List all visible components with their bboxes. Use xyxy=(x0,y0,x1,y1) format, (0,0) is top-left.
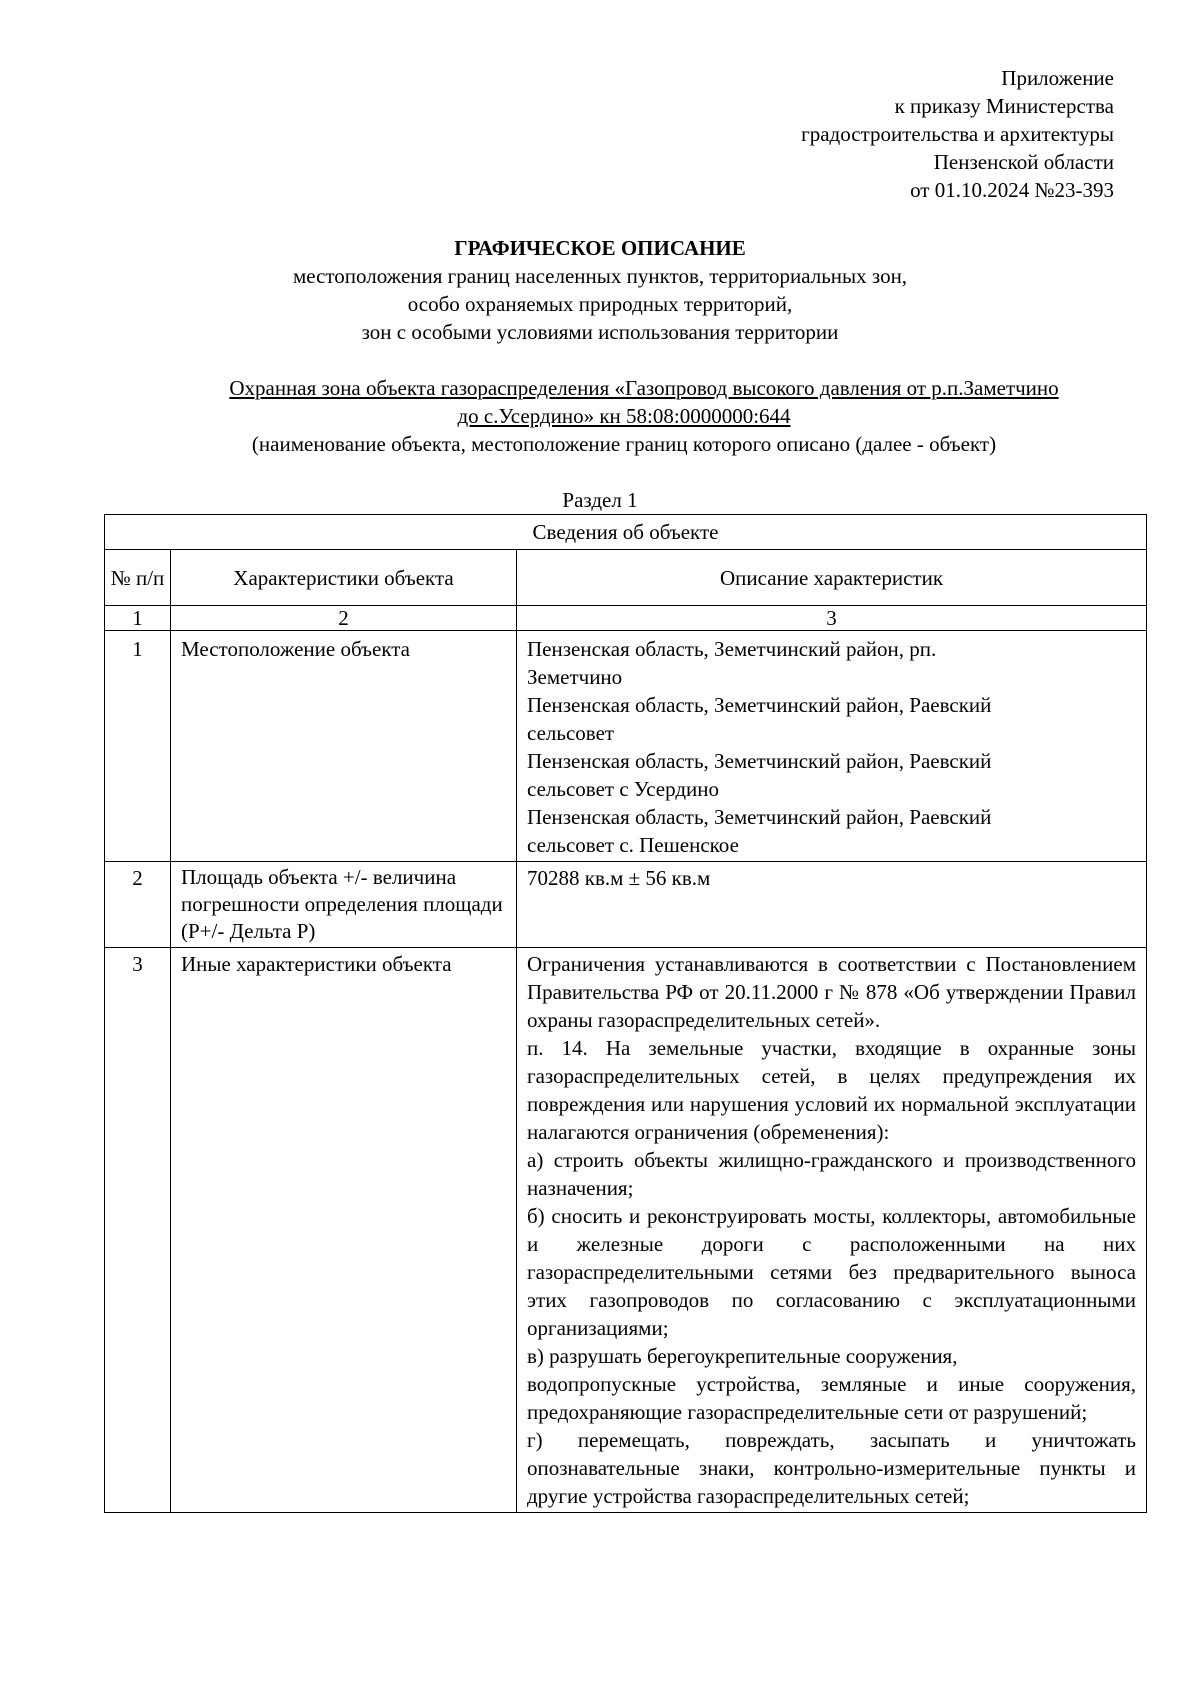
table-row xyxy=(105,948,1147,1513)
row-number: 1 xyxy=(105,631,171,862)
row-characteristic: Иные характеристики объекта xyxy=(171,948,517,1513)
location-line: Пензенская область, Земетчинский район, Раевский xyxy=(527,749,992,773)
row-description: 70288 кв.м ± 56 кв.м xyxy=(517,862,1147,948)
appendix-line: Приложение xyxy=(1001,66,1114,90)
location-line: сельсовет с Усердино xyxy=(527,777,720,801)
row-number: 2 xyxy=(105,862,171,948)
restriction-paragraph: б) сносить и реконструировать мосты, коллекторы, автомобильные и железные дороги с расположенными на них газораспределительными сетями без предварительного выноса этих газопроводов по согласованию с эксплуатационными организациями; xyxy=(527,1204,1136,1340)
restriction-paragraph: п. 14. На земельные участки, входящие в охранные зоны газораспределительных сетей, в целях предупреждения их повреждения или нарушения условий их нормальной эксплуатации налагаются ограничения (обременения): xyxy=(527,1036,1136,1144)
row-description xyxy=(517,631,1147,862)
document-subtitle-line: особо охраняемых природных территорий, xyxy=(407,292,793,316)
row-characteristic: Местоположение объекта xyxy=(171,631,517,862)
restriction-paragraph: г) перемещать, повреждать, засыпать и уничтожать опознавательные знаки, контрольно-измерительные пункты и другие устройства газораспределительных сетей; xyxy=(527,1428,1136,1508)
appendix-line: Пензенской области xyxy=(933,150,1114,174)
appendix-line: градостроительства и архитектуры xyxy=(801,122,1114,146)
section-label: Раздел 1 xyxy=(562,488,638,512)
object-info-table xyxy=(104,514,1147,1513)
location-line: Пензенская область, Земетчинский район, рп. xyxy=(527,637,937,661)
location-line: Пензенская область, Земетчинский район, Раевский xyxy=(527,805,992,829)
restriction-paragraph: в) разрушать берегоукрепительные сооружения, xyxy=(527,1344,958,1368)
location-line: Земетчино xyxy=(527,665,623,689)
document-subtitle-line: зон с особыми условиями использования территории xyxy=(361,320,839,344)
column-number: 1 xyxy=(105,606,171,631)
object-name-line: до с.Усердино» кн 58:08:0000000:644 xyxy=(457,404,791,428)
column-number: 3 xyxy=(517,606,1147,631)
object-name-block xyxy=(104,374,1144,458)
document-subtitle-line: местоположения границ населенных пунктов, территориальных зон, xyxy=(292,264,908,288)
restriction-paragraph: а) строить объекты жилищно-гражданского и производственного назначения; xyxy=(527,1148,1136,1200)
table-title: Сведения об объекте xyxy=(105,515,1147,550)
restriction-paragraph: водопропускные устройства, земляные и иные сооружения, предохраняющие газораспределительные сети от разрушений; xyxy=(527,1372,1136,1424)
row-description xyxy=(517,948,1147,1513)
column-number: 2 xyxy=(171,606,517,631)
location-line: сельсовет xyxy=(527,721,615,745)
location-line: Пензенская область, Земетчинский район, Раевский xyxy=(527,693,992,717)
object-caption: (наименование объекта, местоположение границ которого описано (далее - объект) xyxy=(251,432,997,456)
object-name-line: Охранная зона объекта газораспределения «Газопровод высокого давления от р.п.Заметчино xyxy=(229,376,1059,400)
location-line: сельсовет с. Пешенское xyxy=(527,833,739,857)
row-characteristic: Площадь объекта +/- величина погрешности определения площади (Р+/- Дельта Р) xyxy=(171,862,517,948)
restriction-paragraph: Ограничения устанавливаются в соответствии с Постановлением Правительства РФ от 20.11.2000 г № 878 «Об утверждении Правил охраны газораспределительных сетей». xyxy=(527,952,1136,1032)
appendix-line: к приказу Министерства xyxy=(894,94,1114,118)
table-row xyxy=(105,631,1147,862)
document-title: ГРАФИЧЕСКОЕ ОПИСАНИЕ xyxy=(454,236,746,260)
table-row xyxy=(105,862,1147,948)
appendix-line: от 01.10.2024 №23-393 xyxy=(910,178,1114,202)
appendix-block xyxy=(414,64,1114,204)
document-heading xyxy=(0,234,1200,346)
header-characteristic: Характеристики объекта xyxy=(171,550,517,606)
row-number: 3 xyxy=(105,948,171,1513)
header-num: № п/п xyxy=(105,550,171,606)
header-description: Описание характеристик xyxy=(517,550,1147,606)
